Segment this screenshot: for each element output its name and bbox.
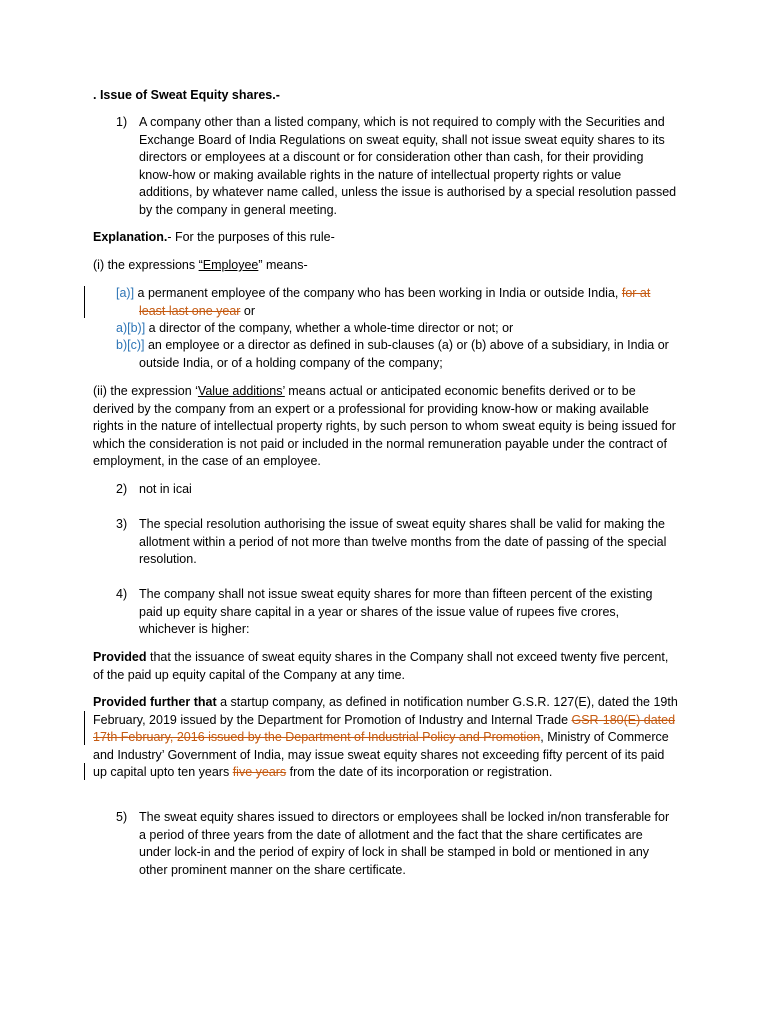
proviso-paragraph: Provided that the issuance of sweat equity shares in the Company shall not exceed twenty five percent, of the paid up equity capital of the Company at any time. [93,650,669,682]
list-text: The special resolution authorising the issue of sweat equity shares shall be valid for making the allotment within a period of not more than twelve months from the date of passing of the special resolution. [139,517,667,567]
employee-term: “Employee [198,258,259,272]
list-item-2 [93,481,678,499]
list-item-3 [93,516,678,569]
list-number: 1) [116,115,128,129]
change-bar [84,711,85,745]
employee-definition: (i) the expressions “Employee” means- [93,258,308,272]
change-bar [84,763,85,780]
list-text: The company shall not issue sweat equity shares for more than fifteen percent of the existing paid up equity share capital in a year or shares of the issue value of rupees five crores, whichever is higher: [139,587,653,637]
proviso-label: Provided [93,650,147,664]
sub-clause-label: b)[c)] [116,338,145,352]
proviso-further-label: Provided further that [93,695,217,709]
list-text: A company other than a listed company, which is not required to comply with the Securities and Exchange Board of India Regulations on sweat equity, shall not issue sweat equity shares to its directors or employees at a discount or for consideration other than cash, for their providing know-how or making available rights in the nature of intellectual property rights or value additions, by whatever name called, unless the issue is authorised by a special resolution passed by the company in general meeting. [139,115,677,217]
proviso-further-paragraph: Provided further that a startup company, as defined in notification number G.S.R. 127(E), dated the 19th February, 2019 issued by the Department for Promotion of Industry and Internal Trade GSR-180(E) dated 17th February, 2016 issued by the Department of Industrial Policy and Promotion, Ministry of Commerce and Industry’ Government of India, may issue sweat equity shares not exceeding fifty percent of its paid up capital upto ten years five years from the date of its incorporation or registration. [93,695,678,780]
value-additions-definition: (ii) the expression ‘Value additions’ means actual or anticipated economic benefits derived or to be derived by the company from an expert or a professional for providing know-how or making available rights in the nature of intellectual property rights, by such person to whom sweat equity is being issued for which the consideration is not paid or included in the normal remuneration payable under the contract of employment, in the case of an employee. [93,384,676,469]
list-number: 2) [116,482,128,496]
deleted-text: five years [232,765,287,780]
list-item-1 [93,114,678,220]
change-bar [84,286,85,318]
sub-clause-c: b)[c)] an employee or a director as defined in sub-clauses (a) or (b) above of a subsidiary, in India or outside India, or of a holding company of the company; [116,338,669,370]
list-text: The sweat equity shares issued to directors or employees shall be locked in/non transferable for a period of three years from the date of allotment and the fact that the share certificates are under lock-in and the period of expiry of lock in shall be stamped in bold or mentioned in any other prominent manner on the share certificate. [139,810,670,877]
sub-clause-b: a)[b)] a director of the company, whether a whole-time director or not; or [116,321,514,335]
explanation-label: Explanation. [93,230,168,244]
list-number: 4) [116,587,128,601]
value-additions-term: Value additions’ [197,384,285,398]
deleted-text: GSR-180(E) dated 17th February, 2016 issued by the Department of Industrial Policy and Promotion [93,712,676,745]
explanation-paragraph: Explanation.- For the purposes of this rule- [93,230,335,244]
section-heading: . Issue of Sweat Equity shares.- [93,88,280,102]
list-number: 5) [116,810,128,824]
list-item-5 [93,809,678,879]
list-text: not in icai [139,482,192,496]
sub-clause-label: [a)] [116,286,135,300]
deleted-text: for at least last one year [139,286,651,318]
sub-clause-label: a)[b)] [116,321,146,335]
list-item-4 [93,586,678,639]
list-number: 3) [116,517,128,531]
sub-clause-a: [a)] a permanent employee of the company who has been working in India or outside India, for at least last one year or [116,286,651,318]
